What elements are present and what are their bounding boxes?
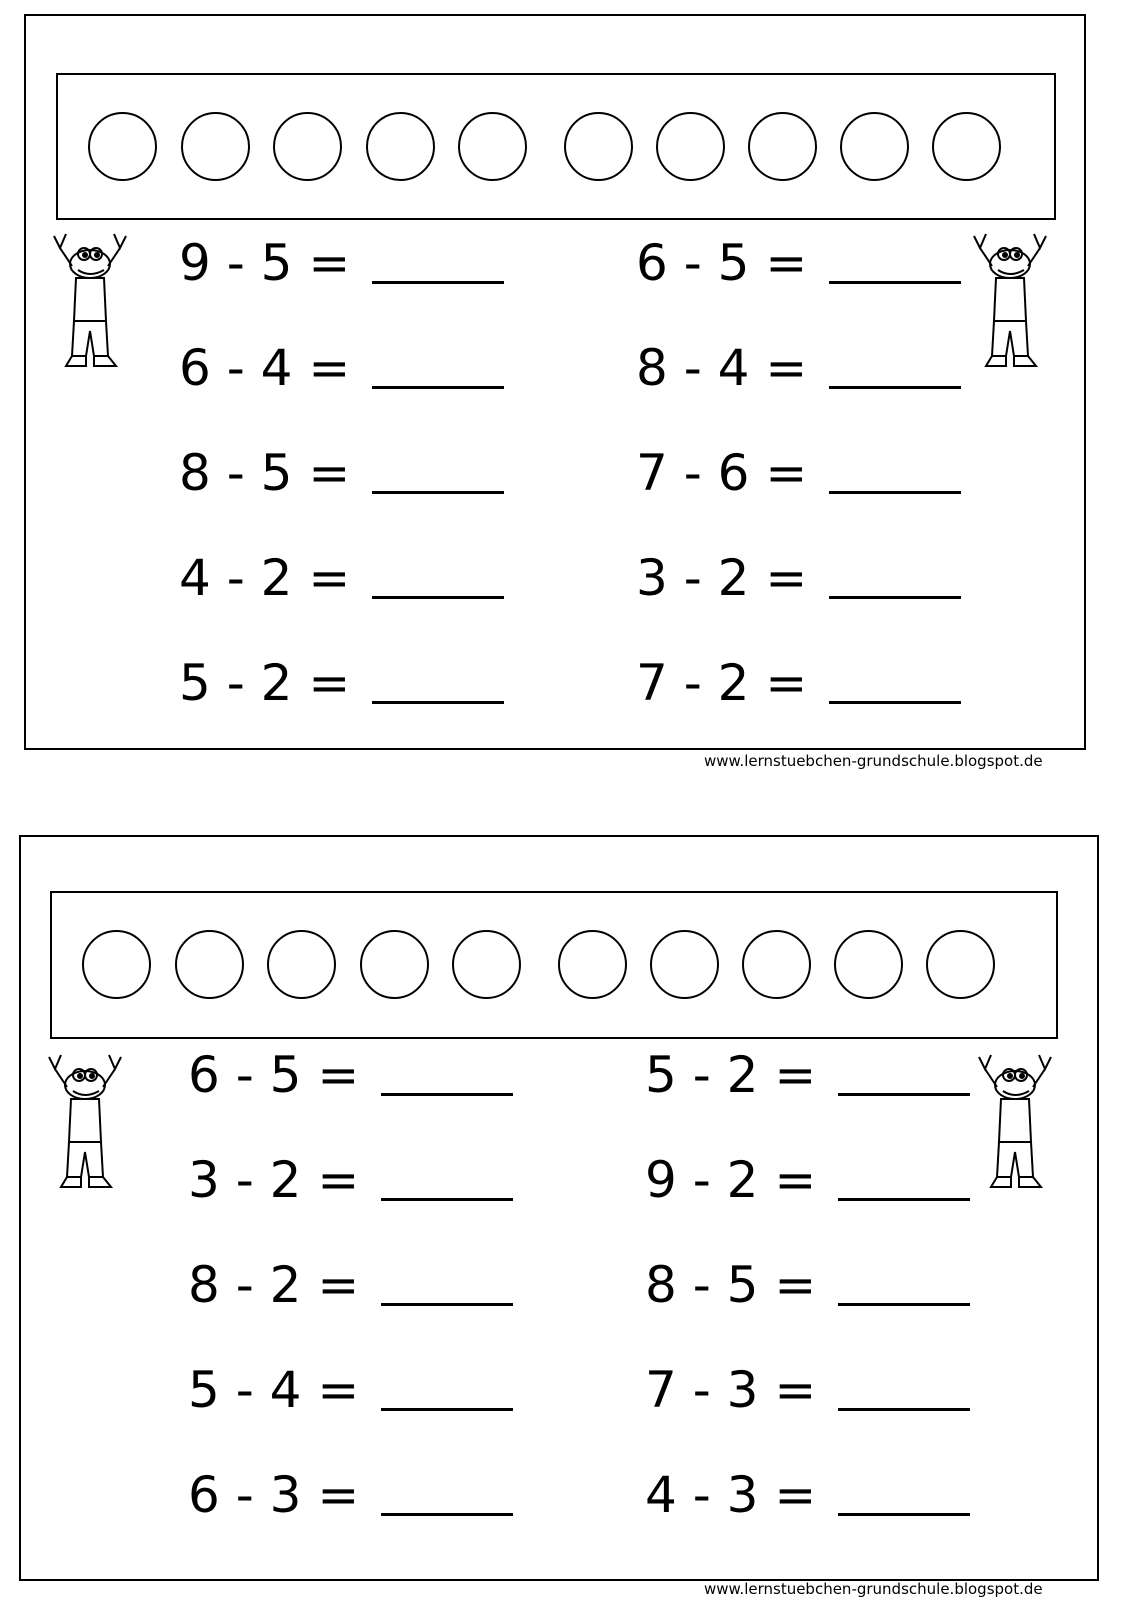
- math-problem: [179, 444, 504, 502]
- problem-expression: 8 - 4 =: [636, 339, 808, 397]
- math-problem: [645, 1361, 970, 1419]
- counter-circle: [564, 112, 633, 181]
- frog-mascot-icon: [46, 226, 134, 386]
- answer-field[interactable]: [372, 386, 504, 389]
- counter-circle: [742, 930, 811, 999]
- answer-field[interactable]: [381, 1513, 513, 1516]
- answer-field[interactable]: [838, 1513, 970, 1516]
- answer-field[interactable]: [381, 1408, 513, 1411]
- problem-expression: 3 - 2 =: [636, 549, 808, 607]
- counter-circle: [82, 930, 151, 999]
- worksheet-card-2: [19, 835, 1099, 1581]
- problem-expression: 9 - 2 =: [645, 1151, 817, 1209]
- counter-circle: [175, 930, 244, 999]
- footer-url: www.lernstuebchen-grundschule.blogspot.de: [704, 1580, 1043, 1598]
- answer-field[interactable]: [372, 596, 504, 599]
- math-problem: [636, 654, 961, 712]
- frog-mascot-icon: [966, 226, 1054, 386]
- problem-expression: 6 - 3 =: [188, 1466, 360, 1524]
- counter-circle: [458, 112, 527, 181]
- counter-circle: [273, 112, 342, 181]
- problem-expression: 4 - 3 =: [645, 1466, 817, 1524]
- worksheet-card-1: [24, 14, 1086, 750]
- answer-field[interactable]: [829, 491, 961, 494]
- problem-expression: 6 - 5 =: [188, 1046, 360, 1104]
- counter-circle: [932, 112, 1001, 181]
- problem-expression: 7 - 2 =: [636, 654, 808, 712]
- answer-field[interactable]: [829, 701, 961, 704]
- math-problem: [179, 654, 504, 712]
- answer-field[interactable]: [838, 1303, 970, 1306]
- problem-expression: 8 - 5 =: [179, 444, 351, 502]
- problem-expression: 7 - 6 =: [636, 444, 808, 502]
- math-problem: [188, 1361, 513, 1419]
- counter-circle: [267, 930, 336, 999]
- counter-frame: [50, 891, 1058, 1039]
- problem-expression: 8 - 5 =: [645, 1256, 817, 1314]
- problem-expression: 9 - 5 =: [179, 234, 351, 292]
- answer-field[interactable]: [381, 1303, 513, 1306]
- counter-circle: [366, 112, 435, 181]
- answer-field[interactable]: [838, 1408, 970, 1411]
- frog-mascot-icon: [41, 1047, 129, 1207]
- math-problem: [179, 549, 504, 607]
- problem-expression: 6 - 4 =: [179, 339, 351, 397]
- math-problem: [645, 1046, 970, 1104]
- counter-circle: [840, 112, 909, 181]
- answer-field[interactable]: [372, 281, 504, 284]
- counter-circle: [452, 930, 521, 999]
- answer-field[interactable]: [829, 596, 961, 599]
- counter-circle: [88, 112, 157, 181]
- answer-field[interactable]: [838, 1198, 970, 1201]
- problem-expression: 5 - 4 =: [188, 1361, 360, 1419]
- math-problem: [645, 1256, 970, 1314]
- counter-circle: [656, 112, 725, 181]
- counter-circle: [926, 930, 995, 999]
- footer-url: www.lernstuebchen-grundschule.blogspot.de: [704, 752, 1043, 770]
- counter-circle: [360, 930, 429, 999]
- answer-field[interactable]: [829, 281, 961, 284]
- math-problem: [636, 234, 961, 292]
- counter-circle: [558, 930, 627, 999]
- answer-field[interactable]: [372, 701, 504, 704]
- answer-field[interactable]: [381, 1198, 513, 1201]
- math-problem: [636, 339, 961, 397]
- problem-expression: 3 - 2 =: [188, 1151, 360, 1209]
- math-problem: [188, 1151, 513, 1209]
- counter-frame: [56, 73, 1056, 220]
- answer-field[interactable]: [829, 386, 961, 389]
- problem-expression: 6 - 5 =: [636, 234, 808, 292]
- problem-expression: 7 - 3 =: [645, 1361, 817, 1419]
- counter-circle: [834, 930, 903, 999]
- answer-field[interactable]: [372, 491, 504, 494]
- math-problem: [179, 234, 504, 292]
- problem-expression: 5 - 2 =: [179, 654, 351, 712]
- frog-mascot-icon: [971, 1047, 1059, 1207]
- counter-circle: [748, 112, 817, 181]
- problem-expression: 4 - 2 =: [179, 549, 351, 607]
- math-problem: [645, 1466, 970, 1524]
- counter-circle: [181, 112, 250, 181]
- math-problem: [636, 444, 961, 502]
- math-problem: [645, 1151, 970, 1209]
- problem-expression: 5 - 2 =: [645, 1046, 817, 1104]
- math-problem: [188, 1466, 513, 1524]
- counter-circle: [650, 930, 719, 999]
- problem-expression: 8 - 2 =: [188, 1256, 360, 1314]
- math-problem: [179, 339, 504, 397]
- math-problem: [188, 1256, 513, 1314]
- answer-field[interactable]: [381, 1093, 513, 1096]
- math-problem: [636, 549, 961, 607]
- answer-field[interactable]: [838, 1093, 970, 1096]
- math-problem: [188, 1046, 513, 1104]
